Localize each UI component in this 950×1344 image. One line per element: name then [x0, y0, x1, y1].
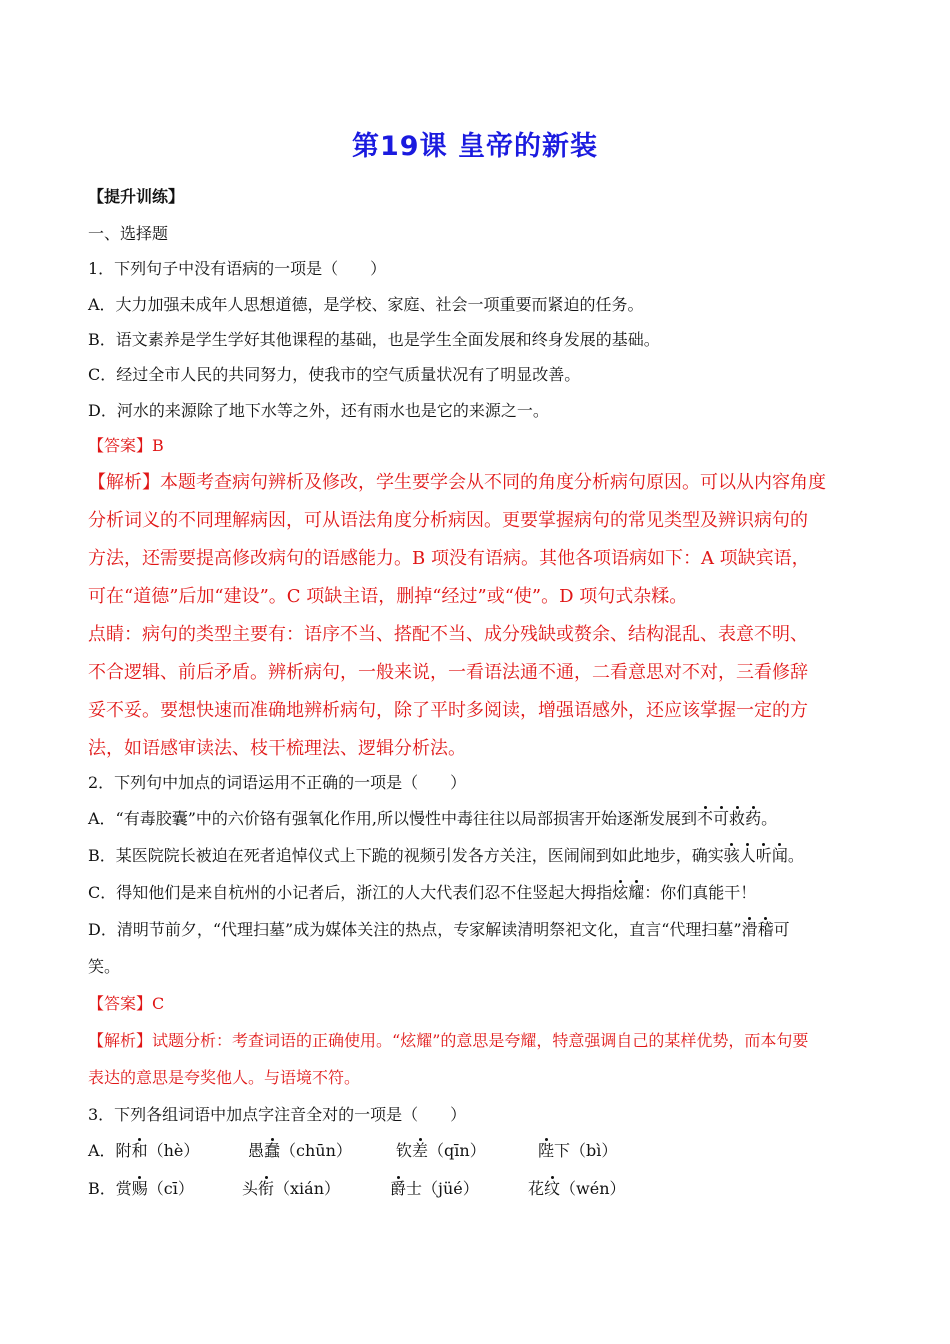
q2-option-d: D．清明节前夕，“代理扫墓”成为媒体关注的热点，专家解读清明祭祀文化，直言“代理扫墓”滑稽可: [88, 920, 790, 939]
q2-analysis-label: 【解析】: [88, 1031, 153, 1050]
q2-answer: 【答案】C: [88, 994, 165, 1013]
q2-d-dotted-word: [742, 920, 774, 939]
dotted-char: 不: [697, 809, 714, 828]
q1-option-a: A．大力加强未成年人思想道德，是学校、家庭、社会一项重要而紧迫的任务。: [88, 295, 644, 314]
dotted-char: 赐: [131, 1179, 148, 1198]
q1-tip-line-3: 妥不妥。要想快速而准确地辨析病句，除了平时多阅读，增强语感外，还应该掌握一定的方: [88, 700, 808, 721]
q3-b-item-3: 爵士（jüé）: [390, 1179, 479, 1198]
q3-b-item-2: 头衔（xián）: [242, 1179, 341, 1198]
q3-a-item-1: A．附和（hè）: [88, 1141, 200, 1160]
q1-analysis-line-2: 分析词义的不同理解病因，可从语法角度分析病因。更要掌握病句的常见类型及辨识病句的: [88, 510, 808, 531]
q2-c-dotted-word: [612, 883, 644, 902]
q1-stem: 1．下列句子中没有语病的一项是（ ）: [88, 259, 387, 278]
q3-b-item-4: 花纹（wén）: [528, 1179, 626, 1198]
section-label: 【提升训练】: [88, 187, 185, 206]
q3-a-item-2: 愚蠢（chūn）: [248, 1141, 352, 1160]
q1-tip-line-4: 法，如语感审读法、枝干梳理法、逻辑分析法。: [88, 738, 466, 759]
dotted-char: 稽: [757, 920, 774, 939]
q3-b-item-1: B．赏赐（cī）: [88, 1179, 194, 1198]
q2-option-b: B．某医院院长被迫在死者追悼仪式上下跪的视频引发各方关注，医闹闹到如此地步，确实骇人听闻。: [88, 846, 804, 865]
dotted-char: 耀: [628, 883, 645, 902]
q1-option-d: D．河水的来源除了地下水等之外，还有雨水也是它的来源之一。: [88, 401, 549, 420]
dotted-char: 闻: [771, 846, 788, 865]
dotted-char: 骇: [723, 846, 740, 865]
q1-analysis-label: 【解析】: [88, 472, 160, 493]
q3-a-item-3: 钦差（qīn）: [396, 1141, 486, 1160]
q2-analysis-line-1: 【解析】试题分析：考查词语的正确使用。“炫耀”的意思是夸耀，特意强调自己的某样优势，而本句要: [88, 1031, 809, 1050]
dotted-char: 蠢: [264, 1141, 281, 1160]
q1-analysis-line-1: 【解析】本题考查病句辨析及修改，学生要学会从不同的角度分析病句原因。可以从内容角度: [88, 472, 826, 493]
q3-stem: 3．下列各组词语中加点字注音全对的一项是（ ）: [88, 1105, 467, 1124]
dotted-char: 和: [131, 1141, 148, 1160]
q2-option-c: C．得知他们是来自杭州的小记者后，浙江的人大代表们忍不住竖起大拇指炫耀：你们真能干！: [88, 883, 757, 902]
q1-analysis-line-4: 可在“道德”后加“建设”。C 项缺主语，删掉“经过”或“使”。D 项句式杂糅。: [88, 586, 688, 607]
q2-option-a: A．“有毒胶囊”中的六价铬有强氧化作用,所以慢性中毒往往以局部损害开始逐渐发展到不可救药。: [88, 809, 778, 828]
q1-option-c: C．经过全市人民的共同努力，使我市的空气质量状况有了明显改善。: [88, 365, 581, 384]
dotted-char: 炫: [612, 883, 629, 902]
q3-a-item-4: 陛下（bì）: [538, 1141, 618, 1160]
q1-option-b: B．语文素养是学生学好其他课程的基础，也是学生全面发展和终身发展的基础。: [88, 330, 660, 349]
dotted-char: 衔: [258, 1179, 275, 1198]
dotted-char: 听: [755, 846, 772, 865]
dotted-char: 人: [739, 846, 756, 865]
dotted-char: 可: [713, 809, 730, 828]
dotted-char: 陛: [538, 1141, 555, 1160]
part-heading: 一、选择题: [88, 224, 169, 243]
dotted-char: 救: [729, 809, 746, 828]
q2-b-dotted-word: [724, 846, 788, 865]
dotted-char: 差: [412, 1141, 429, 1160]
dotted-char: 滑: [741, 920, 758, 939]
q1-answer: 【答案】B: [88, 436, 164, 455]
q2-option-d-cont: 笑。: [88, 957, 121, 976]
page-title: 第19课 皇帝的新装: [352, 131, 598, 162]
dotted-char: 药: [745, 809, 762, 828]
dotted-char: 爵: [390, 1179, 407, 1198]
q2-a-dotted-word: [697, 809, 761, 828]
dotted-char: 纹: [544, 1179, 561, 1198]
q1-tip-line-2: 不合逻辑、前后矛盾。辨析病句，一般来说，一看语法通不通，二看意思对不对，三看修辞: [88, 662, 808, 683]
q1-analysis-line-3: 方法，还需要提高修改病句的语感能力。B 项没有语病。其他各项语病如下：A 项缺宾语，: [88, 548, 810, 569]
q2-stem: 2．下列句中加点的词语运用不正确的一项是（ ）: [88, 773, 467, 792]
q1-tip-line-1: 点睛：病句的类型主要有：语序不当、搭配不当、成分残缺或赘余、结构混乱、表意不明、: [88, 624, 808, 645]
q2-analysis-line-2: 表达的意思是夸奖他人。与语境不符。: [88, 1068, 361, 1087]
